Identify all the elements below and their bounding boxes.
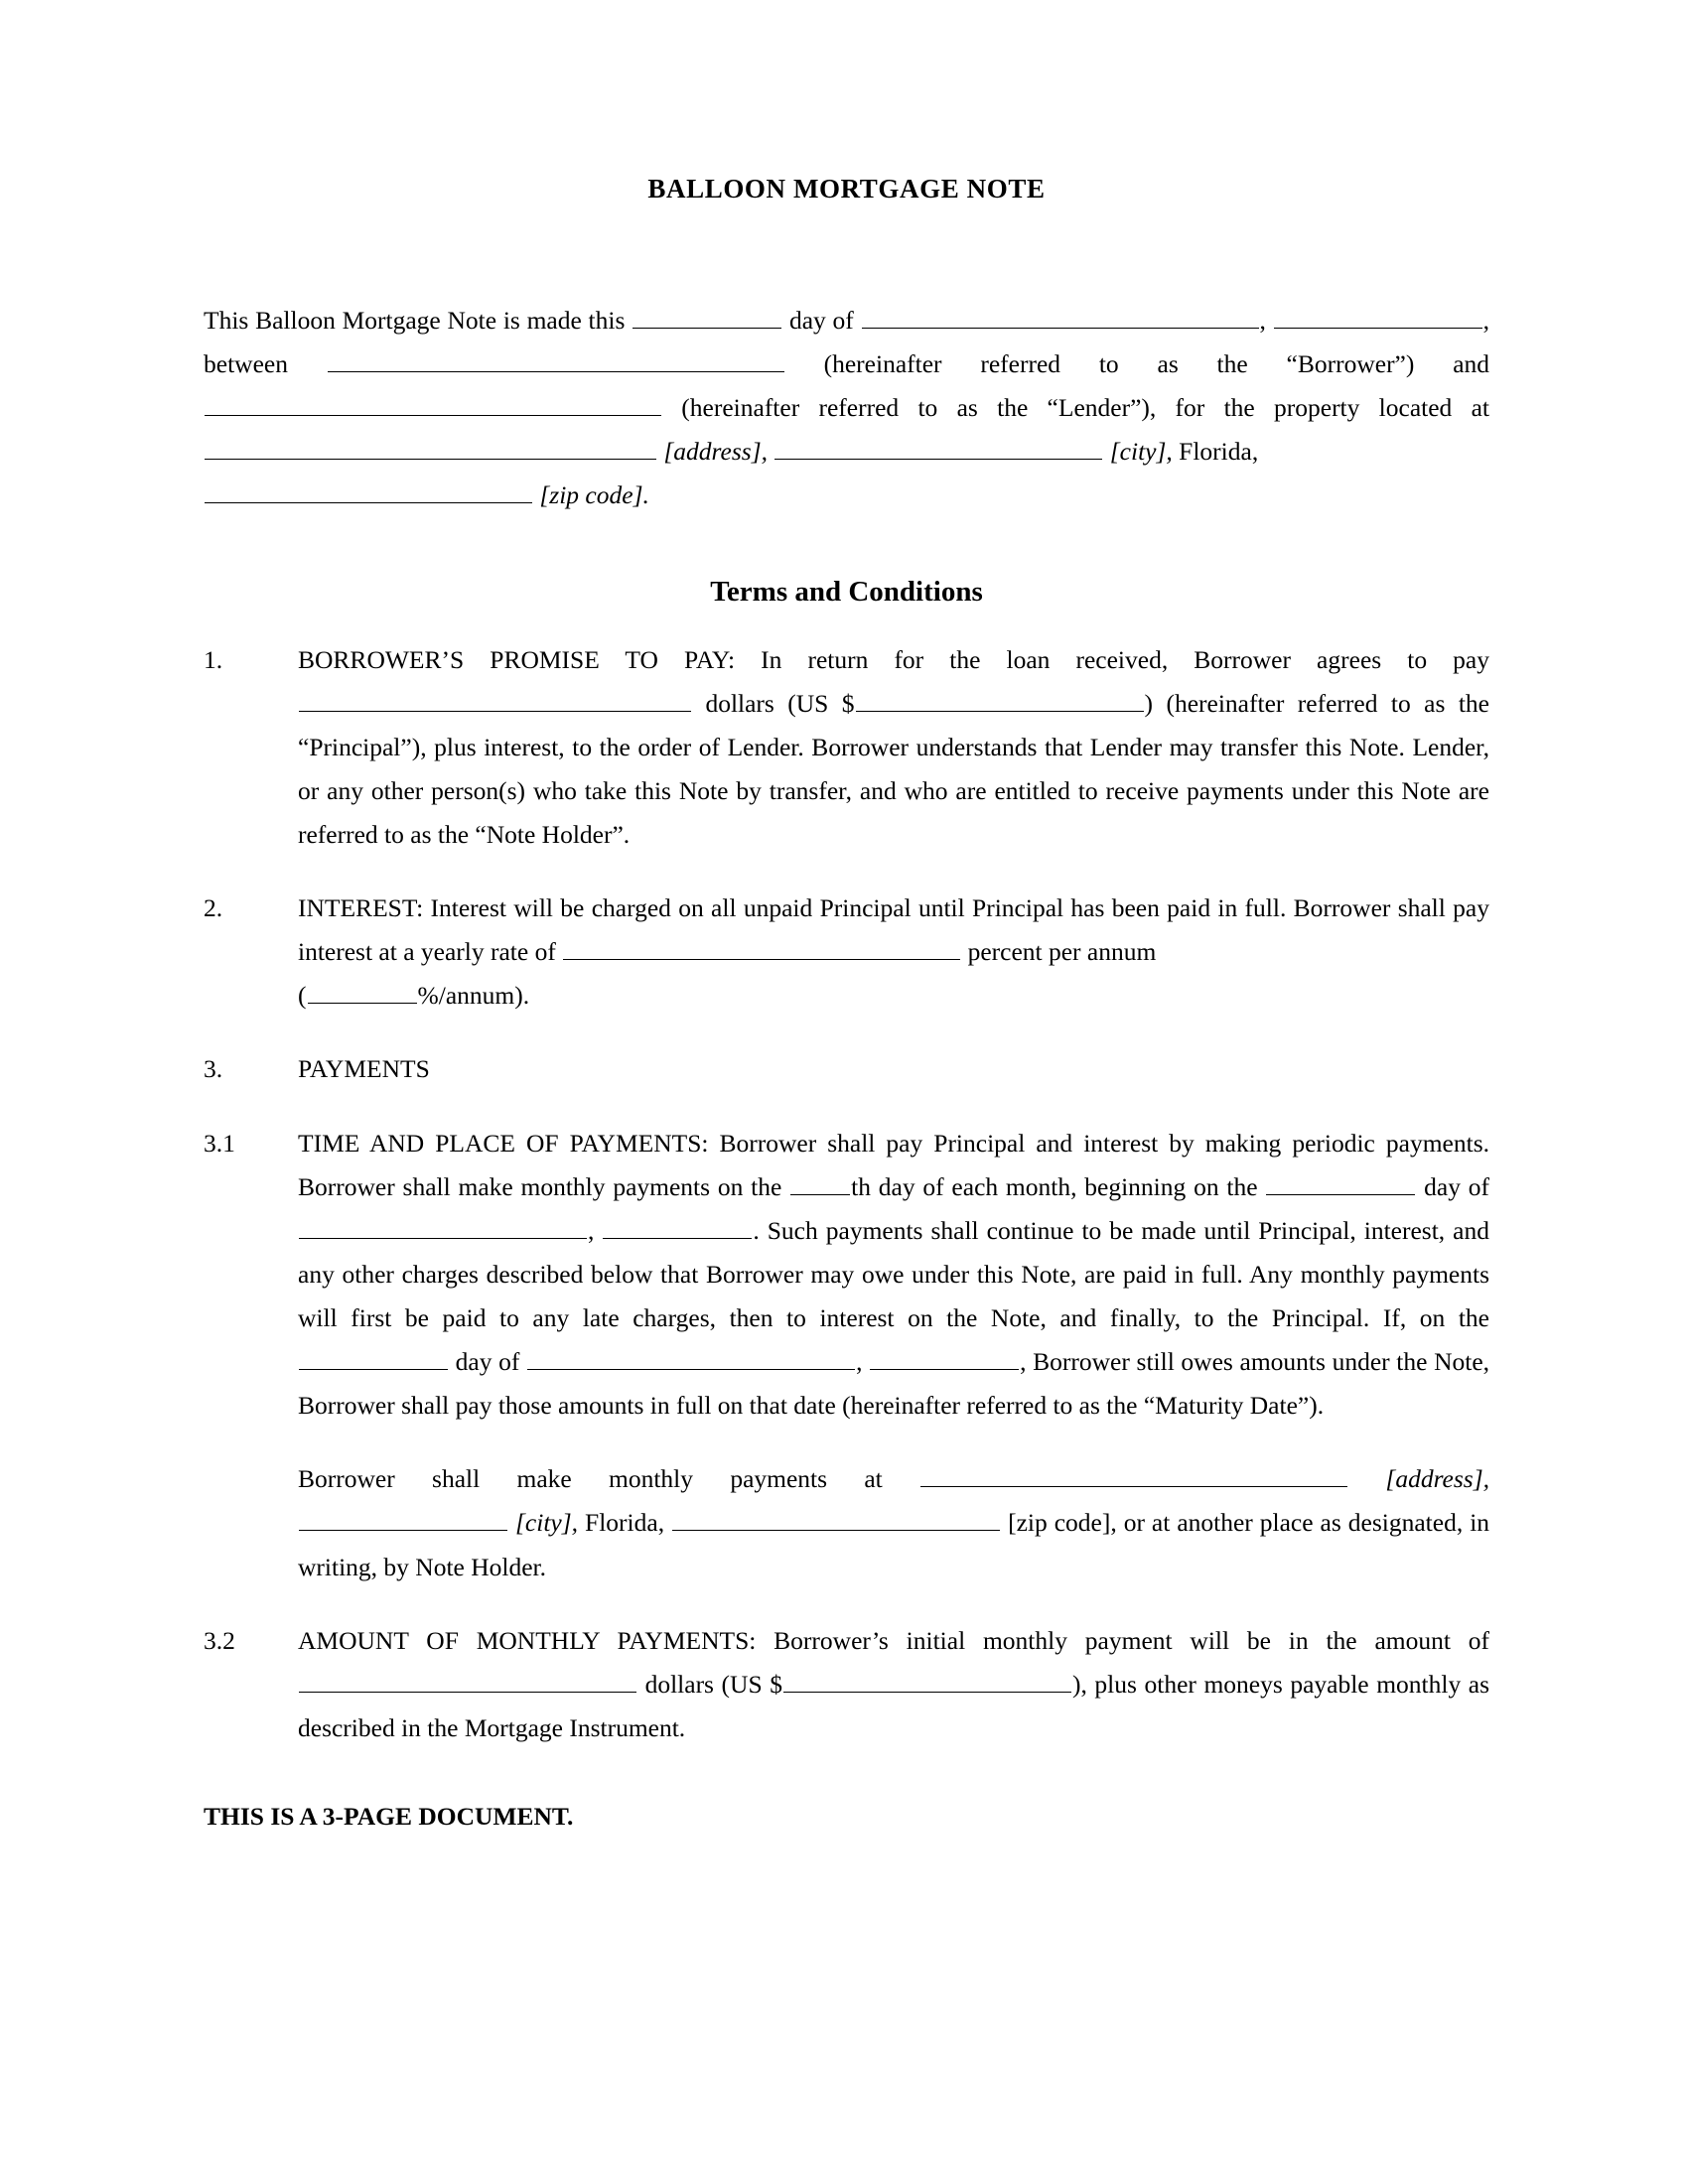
month-blank[interactable] — [862, 301, 1259, 329]
clause-3 — [204, 1047, 1489, 1091]
borrower-name-blank[interactable] — [328, 344, 784, 372]
principal-words-blank[interactable] — [299, 684, 691, 712]
payment-day-blank[interactable] — [790, 1167, 850, 1195]
payment-zip-label: [zip code], or at another place as designated, in writing, by Note Holder. — [298, 1508, 1490, 1581]
payment-address-blank[interactable] — [920, 1460, 1347, 1488]
clause-3-1-text-p2a: Borrower shall make monthly payments at — [298, 1464, 883, 1494]
clause-1-number: 1. — [204, 644, 223, 674]
clause-2-number: 2. — [204, 893, 223, 923]
payment-state-label: Florida, — [585, 1508, 665, 1538]
clause-1-text-b: dollars (US $ — [705, 688, 855, 718]
clause-3-2-text-b: dollars (US $ — [644, 1669, 782, 1699]
clause-3-2-number: 3.2 — [204, 1625, 235, 1655]
begin-day-blank[interactable] — [1266, 1167, 1415, 1195]
address-label: [address], — [663, 437, 768, 467]
clause-3-1-number: 3.1 — [204, 1128, 235, 1158]
clause-3-1-text-b: th day of each month, beginning on the — [851, 1171, 1258, 1201]
clause-3-1 — [204, 1122, 1489, 1589]
payment-address-label: [address], — [1385, 1464, 1490, 1494]
clause-3-1-text-h: , Borrower still owes amounts under the Note, Borrower shall pay those amounts in full on that date (hereinafter referred to as the “Maturity Date”). — [298, 1347, 1490, 1421]
clause-2-body — [298, 887, 1489, 1018]
clause-3-1-body — [298, 1122, 1489, 1589]
clause-2 — [204, 887, 1489, 1018]
clause-3-1-text-f: day of — [455, 1347, 520, 1377]
zip-label: [zip code]. — [539, 480, 649, 510]
year-blank[interactable] — [1274, 301, 1482, 329]
clause-3-2-text-c: ), plus other moneys payable monthly as described in the Mortgage Instrument. — [298, 1669, 1490, 1742]
monthly-payment-words-blank[interactable] — [299, 1665, 636, 1693]
clause-3-body — [298, 1047, 1489, 1091]
interest-rate-words-blank[interactable] — [563, 932, 960, 960]
document-content — [204, 174, 1489, 1832]
intro-text-4: , between — [204, 306, 1490, 379]
clause-3-1-text-d: , — [588, 1215, 603, 1245]
clause-3-2-body — [298, 1619, 1489, 1750]
state-label: Florida, — [1179, 437, 1259, 467]
intro-last-line — [204, 474, 1489, 517]
clause-3-2-text-a: AMOUNT OF MONTHLY PAYMENTS: Borrower’s initial monthly payment will be in the amount of — [298, 1625, 1489, 1655]
payment-zip-blank[interactable] — [672, 1504, 1000, 1532]
page-title: BALLOON MORTGAGE NOTE — [647, 174, 1046, 204]
intro-text-5: (hereinafter referred to as the “Borrower”) and — [823, 349, 1490, 379]
intro-text-2: day of — [788, 306, 854, 335]
intro-paragraph — [204, 299, 1489, 518]
clause-3-1-text-c: day of — [1424, 1171, 1490, 1201]
payment-city-blank[interactable] — [299, 1504, 507, 1532]
begin-month-blank[interactable] — [299, 1211, 587, 1239]
maturity-month-blank[interactable] — [527, 1342, 855, 1370]
section-heading: Terms and Conditions — [710, 575, 983, 608]
clause-2-text-d: %/annum). — [417, 981, 530, 1011]
intro-text-3: , — [1259, 306, 1273, 335]
clause-3-1-text-a: TIME AND PLACE OF PAYMENTS: Borrower shall pay Principal and interest by making periodic payments. Borrower shall make monthly payments on the — [298, 1128, 1489, 1201]
intro-text-1: This Balloon Mortgage Note is made this — [204, 306, 626, 335]
clause-3-2 — [204, 1619, 1489, 1750]
clause-3-number: 3. — [204, 1054, 223, 1084]
monthly-payment-amount-blank[interactable] — [783, 1665, 1071, 1693]
page-count-note: THIS IS A 3-PAGE DOCUMENT. — [204, 1801, 574, 1831]
clause-1-text-a: BORROWER’S PROMISE TO PAY: In return for the loan received, Borrower agrees to pay — [298, 644, 1489, 674]
clause-3-text-a: PAYMENTS — [298, 1054, 430, 1084]
principal-amount-blank[interactable] — [856, 684, 1144, 712]
lender-name-blank[interactable] — [205, 388, 661, 416]
city-label: [city], — [1109, 437, 1173, 467]
clause-1-text-c: ) (hereinafter referred to as the “Principal”), plus interest, to the order of Lender. Borrower understands that Lender may transfer this Note. Lender, or any other person(s) who take this Note by transfer, and who are entitled to receive payments under this Note are referred to as the “Note Holder”. — [298, 688, 1489, 849]
clause-2-text-b: percent per annum — [967, 937, 1157, 967]
day-blank[interactable] — [633, 301, 781, 329]
property-city-blank[interactable] — [774, 433, 1102, 461]
property-address-blank[interactable] — [205, 433, 656, 461]
clause-2-text-a: INTEREST: Interest will be charged on all unpaid Principal until Principal has been paid in full. Borrower shall pay interest at a yearly rate of — [298, 893, 1489, 967]
interest-rate-percent-blank[interactable] — [308, 977, 417, 1005]
intro-text-6: (hereinafter referred to as the “Lender”), for the property located at — [681, 393, 1489, 423]
property-zip-blank[interactable] — [205, 477, 532, 504]
clause-3-1-text-e: . Such payments shall continue to be made until Principal, interest, and any other charges described below that Borrower may owe under this Note, are paid in full. Any monthly payments will first be paid to any late charges, then to interest on the Note, and finally, to the Principal. If, on the — [298, 1215, 1489, 1332]
payment-city-label: [city], — [515, 1508, 579, 1538]
clause-1-body — [298, 638, 1489, 858]
maturity-day-blank[interactable] — [299, 1342, 448, 1370]
clause-2-text-c: ( — [298, 981, 307, 1011]
clause-3-1-text-g: , — [856, 1347, 870, 1377]
begin-year-blank[interactable] — [603, 1211, 752, 1239]
clause-1 — [204, 638, 1489, 858]
maturity-year-blank[interactable] — [870, 1342, 1019, 1370]
